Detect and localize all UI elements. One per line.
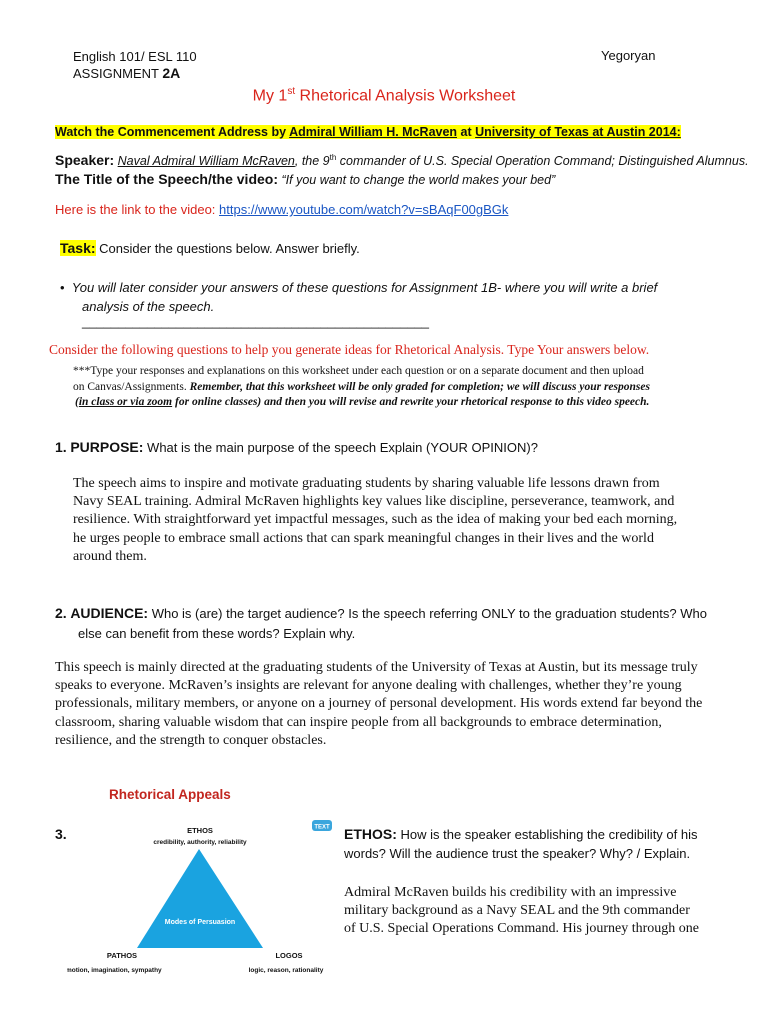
speech-title: “If you want to change the world makes your bed” — [281, 173, 556, 187]
course-header — [73, 48, 197, 82]
speaker-line: Speaker: Naval Admiral William McRaven, the 9th commander of U.S. Special Operation Command; Distinguished Alumnus. — [55, 152, 749, 168]
triangle-shape — [137, 849, 263, 948]
speaker-link[interactable]: Admiral William H. McRaven — [289, 125, 458, 139]
modes-of-persuasion-diagram — [67, 817, 335, 977]
answer-1: The speech aims to inspire and motivate graduating students by sharing valuable life lessons drawn from Navy SEAL training. Admiral McRaven highlights key values like discipline, perseverance, teamwork, and resilience. With straightforward yet impactful messages, such as the idea of making your bed each morning, he urges people to embrace small actions that can spark meaningful changes in their lives and the world around them. — [73, 476, 678, 564]
course-name: English 101/ ESL 110 — [73, 49, 197, 64]
question-1: 1. PURPOSE: What is the main purpose of the speech Explain (YOUR OPINION)? — [55, 439, 538, 455]
instructions-block: ***Type your responses and explanations on this worksheet under each question or on a separate document and then upload on Canvas/Assignments. Remember, that this worksheet will be only graded for completion; we will discuss your responses (in class or via zoom for online classes) and then you will revise and rewrite your rhetorical response to this video speech. — [73, 365, 650, 408]
video-link-line: Here is the link to the video: https://www.youtube.com/watch?v=sBAqF00gBGk — [55, 202, 509, 217]
pathos-sub: emotion, imagination, sympathy — [67, 967, 162, 974]
logos-label: LOGOS — [275, 951, 303, 960]
watch-instruction: Watch the Commencement Address by Admiral William H. McRaven at University of Texas at Austin 2014: — [55, 125, 681, 139]
assignment-label: ASSIGNMENT 2A — [73, 65, 181, 81]
consider-heading: Consider the following questions to help you generate ideas for Rhetorical Analysis. Type Your answers below. — [49, 342, 650, 357]
answer-3: Admiral McRaven builds his credibility with an impressive military background as a Navy SEAL and the 9th commander of U.S. Special Operations Command. His journey through one — [344, 885, 700, 937]
venue-link[interactable]: University of Texas at Austin 2014: — [475, 125, 681, 139]
center-label: Modes of Persuasion — [164, 919, 236, 926]
page-title: My 1st Rhetorical Analysis Worksheet — [252, 86, 516, 105]
logos-sub: logic, reason, rationality — [248, 967, 324, 974]
question-2: 2. AUDIENCE: Who is (are) the target audience? Is the speech referring ONLY to the graduation students? Who else can benefit from these words? Explain why. — [55, 605, 707, 641]
answer-2: This speech is mainly directed at the graduating students of the University of Texas at Austin, but its message truly speaks to everyone. McRaven’s insights are relevant for anyone dealing with challenges, whether they’re young professionals, military members, or anyone on a journey of personal development. His words extend far beyond the classroom, sharing valuable wisdom that can inspire people from all backgrounds to embrace determination, resilience, and the strength to conquer obstacles. — [55, 660, 703, 748]
bullet-dot: • — [60, 280, 72, 295]
badge-label: TEXT — [314, 824, 330, 831]
assignment-number: 2A — [162, 65, 181, 81]
speaker-name: Naval Admiral William McRaven — [117, 154, 295, 168]
speech-title-line: The Title of the Speech/the video: “If you want to change the world makes your bed” — [55, 171, 556, 187]
pathos-label: PATHOS — [106, 951, 138, 960]
instructor-name: Yegoryan — [601, 48, 656, 63]
video-link[interactable]: https://www.youtube.com/watch?v=sBAqF00gBGk — [219, 202, 509, 217]
task-label: Task: — [60, 240, 96, 256]
task-line: Task: Consider the questions below. Answer briefly. — [60, 240, 360, 256]
bullet-note: • You will later consider your answers of these questions for Assignment 1B- where you will write a brief analysis of the speech. ________________________________________________ — [60, 278, 750, 331]
ethos-label: ETHOS — [187, 826, 213, 835]
question-3-number: 3. — [55, 826, 67, 842]
answer-rule: ________________________________________________ — [82, 314, 430, 329]
ethos-sub: credibility, authority, reliability — [153, 839, 247, 846]
question-3: ETHOS: How is the speaker establishing the credibility of his words? Will the audience trust the speaker? Why? / Explain. — [344, 826, 698, 861]
persuasion-triangle-graphic — [67, 817, 335, 977]
appeals-heading: Rhetorical Appeals — [109, 787, 231, 802]
